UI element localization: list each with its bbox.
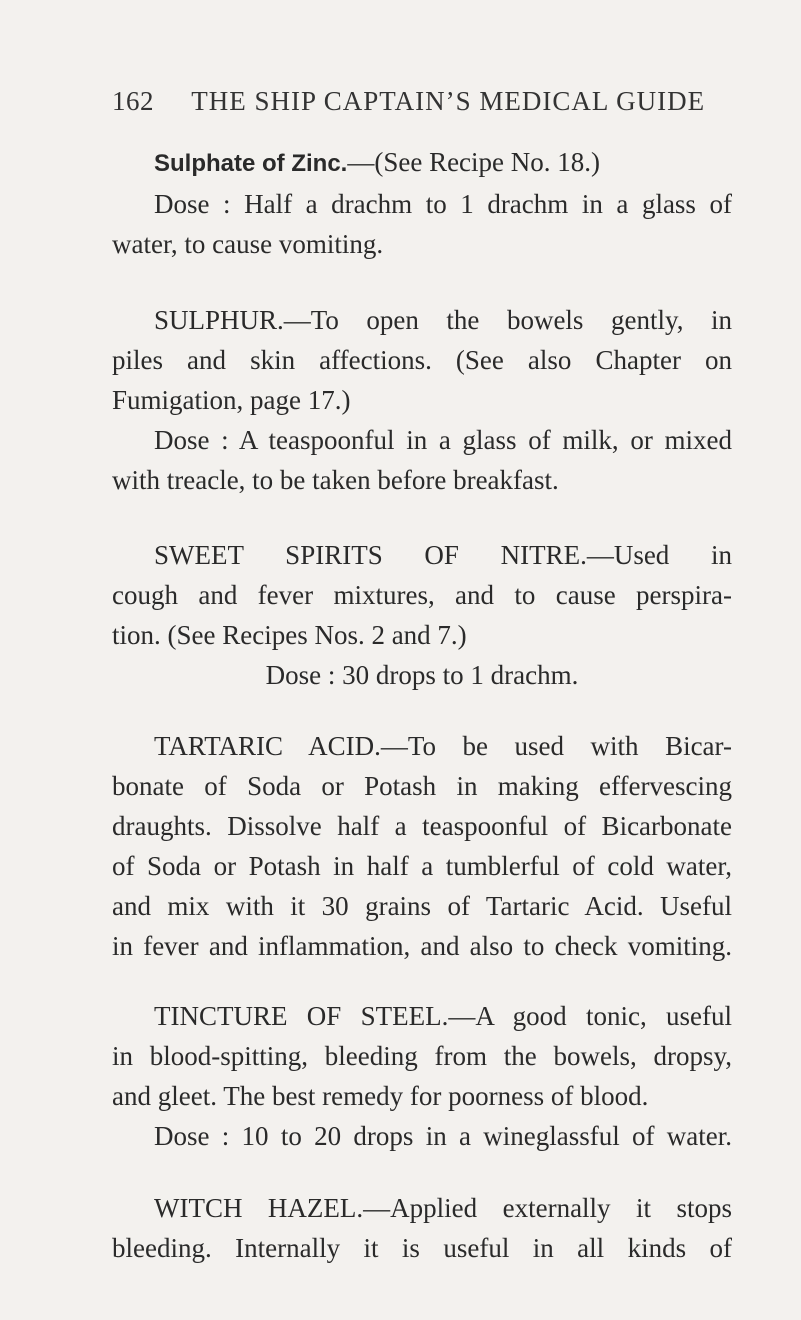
text-line: of Soda or Potash in half a tumblerful of cold water,: [112, 851, 732, 881]
entry-sulphate-of-zinc: [112, 142, 732, 264]
entry-tartaric-acid: [112, 726, 732, 966]
text-line: SULPHUR.—To open the bowels gently, in: [154, 305, 732, 335]
text-line: in fever and inflammation, and also to check vomiting.: [112, 931, 732, 961]
running-header: [112, 86, 732, 117]
text-line: WITCH HAZEL.—Applied externally it stops: [154, 1193, 732, 1223]
text-line: bonate of Soda or Potash in making effervescing: [112, 771, 732, 801]
running-title: THE SHIP CAPTAIN’S MEDICAL GUIDE: [191, 86, 706, 116]
text-line: piles and skin affections. (See also Chapter on: [112, 345, 732, 375]
text-line: draughts. Dissolve half a teaspoonful of Bicarbonate: [112, 811, 732, 841]
text-line: bleeding. Internally it is useful in all kinds of: [112, 1233, 732, 1263]
text-line: Fumigation, page 17.): [112, 385, 351, 415]
text-line: in blood-spitting, bleeding from the bowels, dropsy,: [112, 1041, 732, 1071]
text-line: Dose : Half a drachm to 1 drachm in a glass of: [154, 189, 732, 219]
text-line: TINCTURE OF STEEL.—A good tonic, useful: [154, 1001, 732, 1031]
text-line: tion. (See Recipes Nos. 2 and 7.): [112, 620, 467, 650]
page-number: 162: [112, 86, 154, 116]
text-line: and mix with it 30 grains of Tartaric Acid. Useful: [112, 891, 732, 921]
entry-heading: Sulphate of Zinc.: [154, 150, 348, 177]
text-line: water, to cause vomiting.: [112, 229, 384, 259]
text-line: Sulphate of Zinc.—(See Recipe No. 18.): [154, 147, 601, 177]
text-line: Dose : A teaspoonful in a glass of milk, or mixed: [154, 425, 732, 455]
text-line: TARTARIC ACID.—To be used with Bicar-: [154, 731, 732, 761]
entry-tincture-of-steel: [112, 996, 732, 1156]
text-line: with treacle, to be taken before breakfast.: [112, 465, 559, 495]
text-line: Dose : 10 to 20 drops in a wineglassful of water.: [154, 1121, 732, 1151]
text-line: SWEET SPIRITS OF NITRE.—Used in: [154, 540, 732, 570]
text-line: cough and fever mixtures, and to cause perspira-: [112, 580, 732, 610]
text-line: and gleet. The best remedy for poorness of blood.: [112, 1081, 649, 1111]
entry-sweet-spirits-of-nitre: [112, 535, 732, 695]
entry-sulphur: [112, 300, 732, 500]
text-line: Dose : 30 drops to 1 drachm.: [265, 660, 579, 690]
entry-witch-hazel: [112, 1188, 732, 1268]
